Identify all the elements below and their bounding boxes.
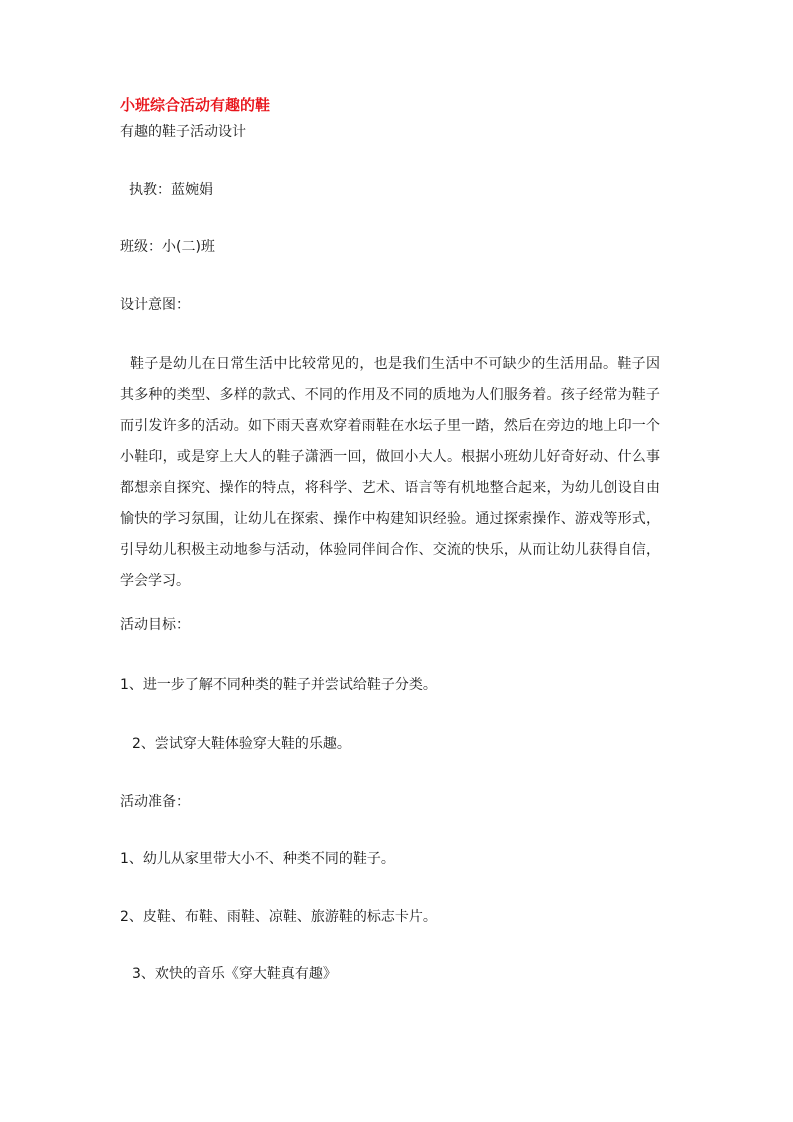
- goal-item-1: 1、进一步了解不同种类的鞋子并尝试给鞋子分类。: [120, 677, 437, 693]
- design-paragraph: 鞋子是幼儿在日常生活中比较常见的，也是我们生活中不可缺少的生活用品。鞋子因其多种的类型、多样的款式、不同的作用及不同的质地为人们服务着。孩子经常为鞋子而引发许多的活动。如下雨天喜欢穿着雨鞋在水坛子里一踏，然后在旁边的地上印一个小鞋印，或是穿上大人的鞋子潇洒一回，做回小大人。根据小班幼儿好奇好动、什么事都想亲自探究、操作的特点，将科学、艺术、语言等有机地整合起来，为幼儿创设自由愉快的学习氛围，让幼儿在探索、操作中构建知识经验。通过探索操作、游戏等形式，引导幼儿积极主动地参与活动，体验同伴间合作、交流的快乐，从而让幼儿获得自信，学会学习。: [120, 356, 660, 589]
- class-line: 班级：小(二)班: [120, 239, 215, 255]
- prep-heading: 活动准备：: [120, 794, 190, 810]
- document-subtitle: 有趣的鞋子活动设计: [120, 124, 246, 140]
- goal-item-2: 2、尝试穿大鞋体验穿大鞋的乐趣。: [132, 736, 351, 752]
- prep-item-2: 2、皮鞋、布鞋、雨鞋、凉鞋、旅游鞋的标志卡片。: [120, 909, 437, 925]
- prep-item-1: 1、幼儿从家里带大小不、种类不同的鞋子。: [120, 851, 395, 867]
- document-title: 小班综合活动有趣的鞋: [120, 96, 271, 114]
- prep-item-3: 3、欢快的音乐《穿大鞋真有趣》: [132, 966, 337, 982]
- teacher-line: 执教：蓝婉娟: [129, 182, 213, 198]
- goals-heading: 活动目标：: [120, 617, 190, 633]
- design-heading: 设计意图：: [120, 297, 190, 313]
